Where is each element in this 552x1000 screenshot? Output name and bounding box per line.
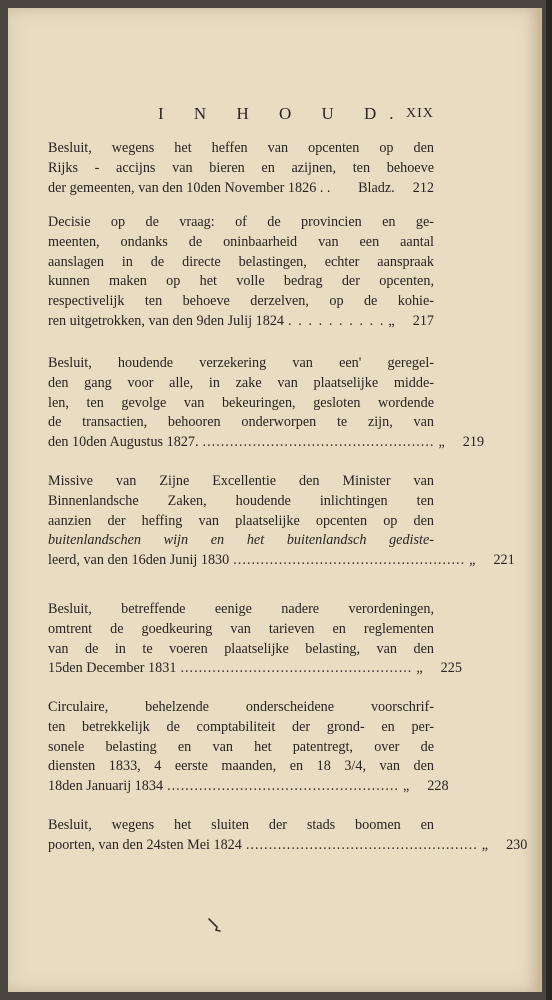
entry-line: den gang voor alle, in zake van plaatselijke midde- bbox=[48, 374, 434, 391]
entry-line: meenten, ondanks de oninbaarheid van een aantal bbox=[48, 233, 434, 250]
entry-line: Rijks - accijns van bieren en azijnen, ten behoeve bbox=[48, 159, 434, 176]
leader-dots: ................................................... bbox=[167, 778, 399, 795]
leader-dots: ................................................... bbox=[245, 836, 478, 853]
ref-mark: „ bbox=[402, 778, 410, 795]
ref-mark: Bladz. bbox=[358, 179, 395, 196]
page-reference bbox=[403, 777, 449, 797]
leader-dots: ................................................... bbox=[180, 660, 413, 677]
entry-last-line bbox=[48, 659, 462, 679]
entry-line: ren uitgetrokken, van den 9den Julij 1824 bbox=[48, 312, 285, 329]
page-reference bbox=[358, 179, 434, 199]
ref-page: 221 bbox=[493, 552, 515, 569]
running-header bbox=[8, 104, 538, 124]
ref-mark: „ bbox=[438, 434, 445, 451]
leader-dots: ................................................... bbox=[233, 552, 466, 569]
page-reference bbox=[438, 433, 484, 453]
toc-entry bbox=[48, 472, 515, 571]
entry-line: diensten 1833, 4 eerste maanden, en 18 3/4, van den bbox=[48, 758, 434, 775]
leader-dots: . . . . . . . . . . bbox=[288, 312, 385, 329]
entry-last-line bbox=[48, 179, 434, 199]
entry-line: poorten, van den 24sten Mei 1824 bbox=[48, 836, 242, 853]
book-page bbox=[8, 8, 542, 992]
ref-page: 217 bbox=[412, 312, 434, 329]
page-title: I N H O U D. bbox=[158, 104, 407, 123]
entry-line: leerd, van den 16den Junij 1830 bbox=[48, 552, 230, 569]
ref-mark: „ bbox=[469, 552, 476, 569]
entry-line: der gemeenten, van den 10den November 1826 . . bbox=[48, 179, 331, 196]
entry-line: respectivelijk ten behoeve derzelven, op de kohie- bbox=[48, 293, 434, 310]
entry-line: den 10den Augustus 1827. bbox=[48, 434, 199, 451]
ref-page: 212 bbox=[412, 179, 434, 196]
entry-last-line bbox=[48, 312, 434, 332]
page-edge bbox=[546, 0, 552, 1000]
entry-line: omtrent de goedkeuring van tarieven en reglementen bbox=[48, 620, 434, 637]
entry-line: 18den Januarij 1834 bbox=[48, 778, 164, 795]
ref-mark: „ bbox=[416, 660, 423, 677]
ref-mark: „ bbox=[481, 836, 489, 853]
ref-page: 230 bbox=[506, 836, 528, 853]
toc-entry bbox=[48, 698, 449, 797]
toc-entry bbox=[48, 816, 528, 856]
leader-dots: ................................................... bbox=[202, 434, 435, 451]
entry-last-line bbox=[48, 433, 485, 453]
entry-line: Circulaire, behelzende onderscheidene voorschrif- bbox=[48, 699, 434, 715]
ref-page: 228 bbox=[427, 778, 449, 795]
entry-last-line bbox=[48, 777, 449, 797]
toc-entry bbox=[48, 354, 485, 453]
entry-line: buitenlandschen wijn en het buitenlandsch gediste- bbox=[48, 532, 434, 549]
entry-line: van de in te voeren plaatselijke belasting, van den bbox=[48, 640, 434, 657]
page-reference bbox=[469, 551, 515, 571]
entry-last-line bbox=[48, 836, 528, 856]
entry-line: len, ten gevolge van bekeuringen, gesloten wordende bbox=[48, 394, 434, 411]
entry-line: Besluit, wegens het sluiten der stads boomen en bbox=[48, 817, 434, 833]
entry-line: aanzien der heffing van plaatselijke opcenten op den bbox=[48, 512, 434, 529]
entry-line: Missive van Zijne Excellentie den Minister van bbox=[48, 473, 434, 489]
ref-mark: „ bbox=[388, 312, 395, 329]
ref-page: 225 bbox=[440, 660, 462, 677]
entry-line: 15den December 1831 bbox=[48, 660, 177, 677]
entry-line: aanslagen in de directe belastingen, echter aanspraak bbox=[48, 253, 434, 270]
entry-line: Binnenlandsche Zaken, houdende inlichtingen ten bbox=[48, 492, 434, 509]
page-number: XIX bbox=[406, 106, 434, 121]
entry-line: Decisie op de vraag: of de provincien en ge- bbox=[48, 214, 434, 230]
page-reference bbox=[388, 312, 434, 332]
entry-line: kunnen maken op het volle bedrag der opcenten, bbox=[48, 273, 434, 290]
entry-last-line bbox=[48, 551, 515, 571]
ink-mark-icon bbox=[208, 918, 222, 932]
entry-line: Besluit, betreffende eenige nadere verordeningen, bbox=[48, 601, 434, 617]
toc-entry bbox=[48, 213, 434, 332]
entry-line: Besluit, wegens het heffen van opcenten op den bbox=[48, 140, 434, 156]
entry-line: ten betrekkelijk de comptabiliteit der grond- en per- bbox=[48, 718, 434, 735]
page-reference bbox=[416, 659, 462, 679]
ref-page: 219 bbox=[462, 434, 485, 451]
entry-line: de transactien, behooren onderworpen te zijn, van bbox=[48, 414, 434, 431]
entry-line: Besluit, houdende verzekering van een' geregel- bbox=[48, 355, 434, 371]
entry-line: sonele belasting en van het patentregt, over de bbox=[48, 738, 434, 755]
toc-entry bbox=[48, 139, 434, 198]
toc-entry bbox=[48, 600, 462, 679]
page-reference bbox=[482, 836, 528, 856]
